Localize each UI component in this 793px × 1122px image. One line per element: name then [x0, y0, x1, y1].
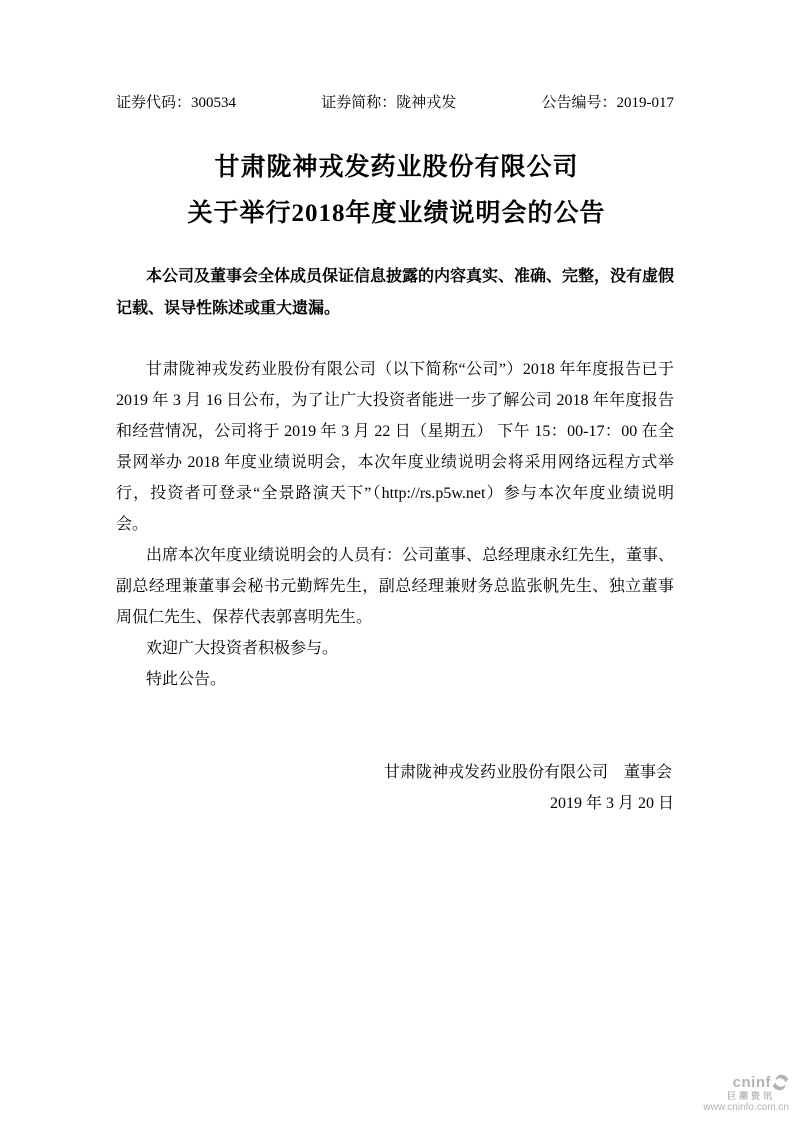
cninfo-swirl-icon [772, 1074, 789, 1091]
signature-date-line: 2019 年 3 月 20 日 [549, 795, 674, 812]
body-paragraph-attendees: 出席本次年度业绩说明会的人员有：公司董事、总经理康永红先生，董事、副总经理兼董事会秘书元勤辉先生，副总经理兼财务总监张帆先生、独立董事周侃仁先生、保荐代表郭喜明先生。 [116, 547, 675, 626]
stock-code-label: 证券代码：300534 [116, 95, 237, 111]
announcement-number-label: 公告编号：2019-017 [541, 95, 674, 111]
cninfo-brand-text: cninf [732, 1074, 771, 1091]
body-paragraph-meeting-info: 甘肃陇神戎发药业股份有限公司（以下简称“公司”）2018 年年度报告已于 2019 年 3 月 16 日公布，为了让广大投资者能进一步了解公司 2018 年年度报告和经营情况，公司将于 2019 年 3 月 22 日（星期五） 下午 15：00-17：00 在全景网举办 2018 年度业绩说明会，本次年度业绩说明会将采用网络远程方式举行，投资者可登录“全景路演天下”（http://rs.p5w.net）参与本次年度业绩说明会。 [116, 361, 674, 533]
body-paragraph-welcome: 欢迎广大投资者积极参与。 [146, 640, 339, 657]
stock-name-label: 证券简称：陇神戎发 [321, 95, 457, 111]
cninfo-logo [693, 1074, 789, 1114]
signature-block [116, 757, 674, 819]
cninfo-url: www.cninfo.com.cn [703, 1102, 789, 1113]
announcement-body [116, 354, 674, 695]
cninfo-chinese-name: 巨潮资讯 [726, 1091, 775, 1101]
securities-header-row [116, 92, 674, 114]
title-line-subject: 关于举行2018年度业绩说明会的公告 [187, 200, 606, 227]
body-paragraph-closing: 特此公告。 [146, 671, 227, 688]
signature-company-line: 甘肃陇神戎发药业股份有限公司 董事会 [383, 764, 672, 781]
document-title [0, 145, 793, 237]
disclaimer-paragraph: 本公司及董事会全体成员保证信息披露的内容真实、准确、完整，没有虚假记载、误导性陈述或重大遗漏。 [116, 268, 675, 317]
title-line-company: 甘肃陇神戎发药业股份有限公司 [214, 154, 579, 181]
cninfo-logo-top-row [693, 1074, 789, 1091]
